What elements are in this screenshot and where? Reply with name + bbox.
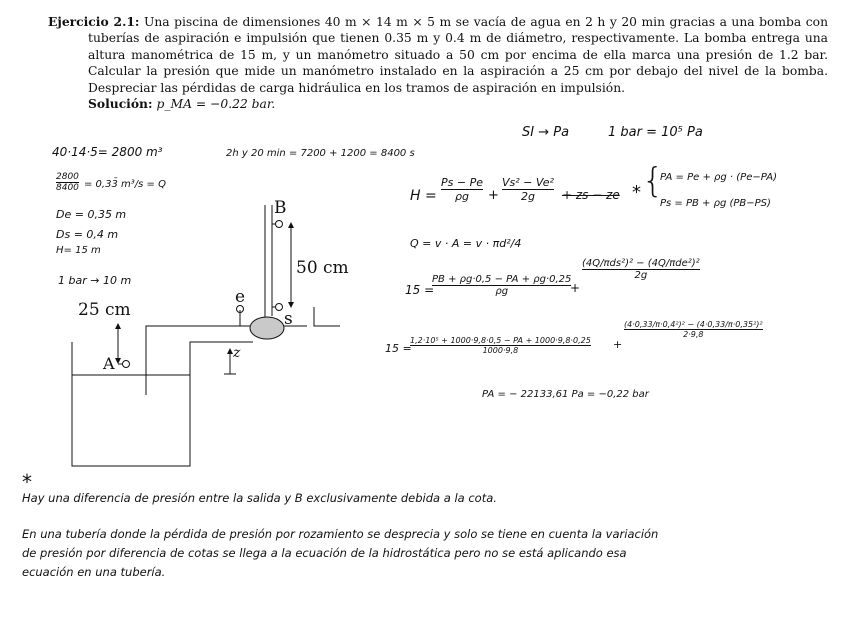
- flow-numerator: 2800: [56, 172, 79, 182]
- label-a: A: [103, 354, 115, 373]
- fraction-numerator: (4Q/πds²)² − (4Q/πde²)²: [582, 258, 700, 269]
- arrow-head: [115, 358, 121, 364]
- pa-relation: PA = Pe + ρg · (Pe−PA): [660, 172, 777, 183]
- gauge-b: [276, 221, 283, 228]
- eq15b-lhs: 15 =: [385, 342, 412, 355]
- note-line: En una tubería donde la pérdida de presión por rozamiento se desprecia y solo se tiene en cuenta la variación: [22, 527, 659, 541]
- flow-denominator: 8400: [56, 183, 79, 193]
- solution-value: p_MA = −0.22 bar.: [156, 97, 276, 112]
- bar-conversion-note: 1 bar = 10⁵ Pa: [608, 125, 703, 140]
- gauge-s: [276, 304, 283, 311]
- fraction-denominator: 2·9,8: [683, 330, 704, 339]
- label-s: s: [284, 309, 293, 329]
- fraction-denominator: ρg: [455, 190, 469, 203]
- note-line: ecuación en una tubería.: [22, 565, 166, 579]
- label-z: z: [233, 345, 241, 361]
- final-result: PA = − 22133,61 Pa = −0,22 bar: [482, 389, 649, 400]
- fraction-numerator: Ps − Pe: [441, 176, 483, 189]
- fraction-denominator: ρg: [495, 286, 509, 297]
- note-pressure-difference: Hay una diferencia de presión entre la salida y B exclusivamente debida a la cota.: [22, 491, 497, 505]
- fraction-numerator: 1,2·10⁵ + 1000·9,8·0,5 − PA + 1000·9,8·0,25: [410, 336, 591, 345]
- label-e: e: [235, 287, 246, 307]
- label-b: B: [274, 198, 287, 218]
- fraction-denominator: 2g: [520, 190, 535, 203]
- solution-label: Solución:: [88, 96, 153, 112]
- fraction-numerator: Vs² − Ve²: [502, 176, 554, 189]
- plus-sign: +: [488, 188, 499, 203]
- pump-body: [250, 317, 284, 339]
- fraction-numerator: (4·0,33/π·0,4²)² − (4·0,33/π·0,35²)²: [624, 320, 763, 329]
- gauge-a: [123, 361, 130, 368]
- z-terms-crossed: + zs − ze: [562, 188, 620, 202]
- fraction-denominator: 1000·9,8: [482, 346, 519, 355]
- asterisk-mark: *: [632, 182, 641, 203]
- volume-calc: 40·14·5= 2800 m³: [52, 145, 163, 159]
- reference-l: [314, 307, 340, 326]
- label-25cm: 25 cm: [78, 300, 131, 320]
- fraction-numerator: PB + ρg·0,5 − PA + ρg·0,25: [432, 274, 572, 285]
- label-50cm: 50 cm: [296, 258, 349, 278]
- ps-relation: Ps = PB + ρg (PB−PS): [660, 198, 771, 209]
- h-equals: H =: [410, 188, 437, 204]
- ds-value: Ds = 0,4 m: [56, 228, 119, 241]
- plus-sign: +: [613, 338, 623, 351]
- fraction-denominator: 2g: [634, 270, 648, 281]
- brace-symbol: {: [642, 161, 664, 201]
- time-calc: 2h y 20 min = 7200 + 1200 = 8400 s: [226, 148, 415, 159]
- si-note: SI → Pa: [522, 125, 570, 140]
- problem-text: Una piscina de dimensiones 40 m × 14 m × 5 m se vacía de agua en 2 h y 20 min gracias a una bomba con tuberías de aspiración e impulsión que tienen 0.35 m y 0.4 m de diámetro, respectivamente. La bomba entrega una altura manométrica de 15 m, y un manómetro situado a 50 cm por encima de ella marca una presión de 1.2 bar. Calcular la presión que mide un manómetro instalado en la aspiración a 25 cm por debajo del nivel de la bomba. Despreciar las pérdidas de carga hidráulica en los tramos de aspiración en impulsión.: [88, 15, 828, 95]
- eq15-lhs: 15 =: [405, 283, 435, 297]
- h-value: H= 15 m: [56, 245, 101, 256]
- flow-equation: Q = v · A = v · πd²/4: [410, 237, 522, 250]
- note-asterisk: *: [22, 470, 32, 494]
- de-value: De = 0,35 m: [56, 208, 127, 221]
- arrow-head: [288, 302, 294, 308]
- flow-result: = 0,33̄ m³/s = Q: [84, 179, 166, 190]
- pool-walls: [72, 342, 190, 466]
- bar-to-meters: 1 bar → 10 m: [58, 274, 132, 287]
- suction-pipe-right: [190, 342, 253, 395]
- note-hydrostatics: [22, 525, 658, 582]
- note-line: de presión por diferencia de cotas se llega a la ecuación de la hidrostática pero no se está aplicando esa: [22, 546, 627, 560]
- arrow-head: [115, 323, 121, 329]
- exercise-title: Ejercicio 2.1:: [48, 14, 140, 29]
- arrow-head: [288, 222, 294, 228]
- plus-sign: +: [570, 281, 581, 295]
